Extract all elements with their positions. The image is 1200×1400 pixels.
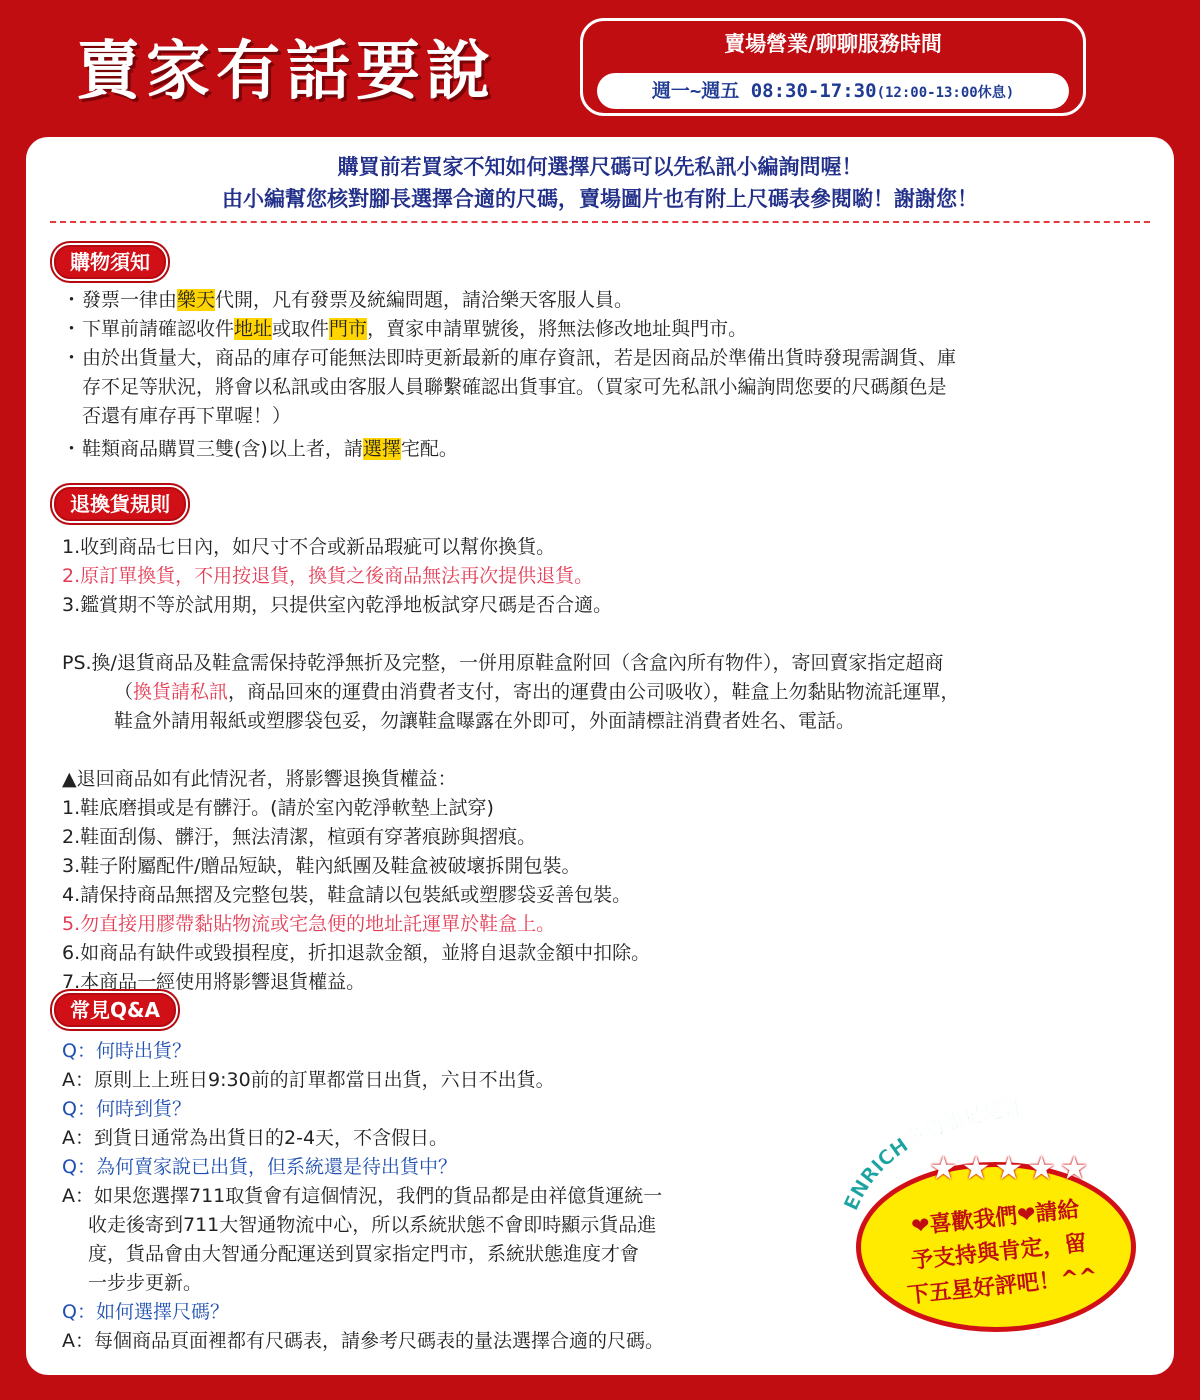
impact-item: 3.鞋子附屬配件/贈品短缺，鞋內紙團及鞋盒被破壞拆開包裝。 <box>62 855 581 877</box>
list-item: ・ 由於出貨量大，商品的庫存可能無法即時更新最新的庫存資訊，若是因商品於準備出貨時發現需調貨、庫 存不足等狀況，將會以私訊或由客服人員聯繫確認出貨事宜。（買家可先私訊小編詢問您要的尺碼顏色是 否還有庫存再下單喔！） <box>62 344 1150 431</box>
return-rules <box>62 533 1150 997</box>
list-item: ・ 下單前請確認收件地址或取件門市，賣家申請單號後，將無法修改地址與門市。 <box>62 315 1150 344</box>
faq-question: Q：何時到貨？ <box>62 1098 191 1120</box>
impact-item: 2.鞋面刮傷、髒汙，無法清潔，楦頭有穿著痕跡與摺痕。 <box>62 826 537 848</box>
ps-note: 鞋盒外請用報紙或塑膠袋包妥，勿讓鞋盒曝露在外即可，外面請標註消費者姓名、電話。 <box>114 710 856 732</box>
impact-title: ▲退回商品如有此情況者，將影響退換貨權益： <box>62 768 457 790</box>
impact-item: 7.本商品一經使用將影響退貨權益。 <box>62 971 366 993</box>
rule-item: 2.原訂單換貨，不用按退貨，換貨之後商品無法再次提供退貨。 <box>62 565 594 587</box>
impact-item: 5.勿直接用膠帶黏貼物流或宅急便的地址託運單於鞋盒上。 <box>62 913 556 935</box>
list-item: ・ 鞋類商品購買三雙(含)以上者，請選擇宅配。 <box>62 435 1150 464</box>
faq-answer: A：每個商品頁面裡都有尺碼表，請參考尺碼表的量法選擇合適的尺碼。 <box>62 1330 664 1352</box>
service-hours-box <box>580 18 1086 116</box>
impact-item: 1.鞋底磨損或是有髒汙。(請於室內乾淨軟墊上試穿) <box>62 797 494 819</box>
service-hours-days: 週一~週五 08:30-17:30 <box>651 80 877 102</box>
section-tag-returns: 退換貨規則 <box>54 487 186 521</box>
sticker-message: ❤喜歡我們❤請給 予支持與肯定，留 下五星好評吧！^^ <box>906 1197 1099 1309</box>
faq-answer: A：原則上上班日9:30前的訂單都當日出貨，六日不出貨。 <box>62 1069 555 1091</box>
highlight: 樂天 <box>177 289 216 311</box>
impact-item: 6.如商品有缺件或毀損程度，折扣退款金額，並將自退款金額中扣除。 <box>62 942 651 964</box>
dashed-divider <box>50 221 1150 223</box>
faq-answer: A：如果您選擇711取貨會有這個情況，我們的貨品都是由祥億貨運統一 <box>62 1185 663 1207</box>
faq-question: Q：如何選擇尺碼？ <box>62 1301 229 1323</box>
faq-list <box>62 1037 794 1356</box>
highlight: 門市 <box>329 318 368 340</box>
faq-answer: 一步步更新。 <box>88 1272 203 1294</box>
page-title: 賣家有話要說 <box>76 35 496 109</box>
review-sticker <box>836 1092 1136 1309</box>
shopping-notice-list <box>62 286 1150 464</box>
impact-item: 4.請保持商品無摺及完整包裝，鞋盒請以包裝紙或塑膠袋妥善包裝。 <box>62 884 632 906</box>
service-hours-break: (12:00-13:00休息) <box>876 85 1015 101</box>
intro-line: 購買前若買家不知如何選擇尺碼可以先私訊小編詢問喔！ <box>337 154 863 179</box>
faq-question: Q：為何賣家說已出貨，但系統還是待出貨中？ <box>62 1156 457 1178</box>
rule-item: 1.收到商品七日內，如尺寸不合或新品瑕疵可以幫你換貨。 <box>62 536 556 558</box>
intro-text <box>26 151 1174 215</box>
ps-note: PS.換/退貨商品及鞋盒需保持乾淨無折及完整，一併用原鞋盒附回（含盒內所有物件），寄回賣家指定超商 <box>62 652 944 674</box>
faq-answer: 收走後寄到711大智通物流中心，所以系統狀態不會即時顯示貨品進 <box>88 1214 657 1236</box>
faq-answer: A：到貨日通常為出貨日的2-4天，不含假日。 <box>62 1127 449 1149</box>
sticker-brand: ENRICH多功能足適鞋 <box>838 1095 1025 1214</box>
service-hours-value <box>597 73 1069 109</box>
faq-answer: 度，貨品會由大智通分配運送到買家指定門市，系統狀態進度才會 <box>88 1243 640 1265</box>
ps-note: （換貨請私訊，商品回來的運費由消費者支付，寄出的運費由公司吸收），鞋盒上勿黏貼物流託運單， <box>114 681 960 703</box>
section-tag-shopping: 購物須知 <box>54 245 166 279</box>
service-hours-title: 賣場營業/聊聊服務時間 <box>724 32 942 56</box>
section-tag-faq: 常見Q&A <box>54 993 176 1027</box>
highlight: 選擇 <box>362 438 401 460</box>
five-star-icon: ★★★★★ <box>929 1149 1093 1187</box>
list-item: ・ 發票一律由樂天代開，凡有發票及統編問題，請洽樂天客服人員。 <box>62 286 1150 315</box>
highlight: 地址 <box>234 318 273 340</box>
intro-line: 由小編幫您核對腳長選擇合適的尺碼，賣場圖片也有附上尺碼表參閱喲！謝謝您！ <box>222 186 978 211</box>
rule-item: 3.鑑賞期不等於試用期，只提供室內乾淨地板試穿尺碼是否合適。 <box>62 594 613 616</box>
faq-question: Q：何時出貨？ <box>62 1040 191 1062</box>
sticker-badge <box>856 1149 1136 1332</box>
